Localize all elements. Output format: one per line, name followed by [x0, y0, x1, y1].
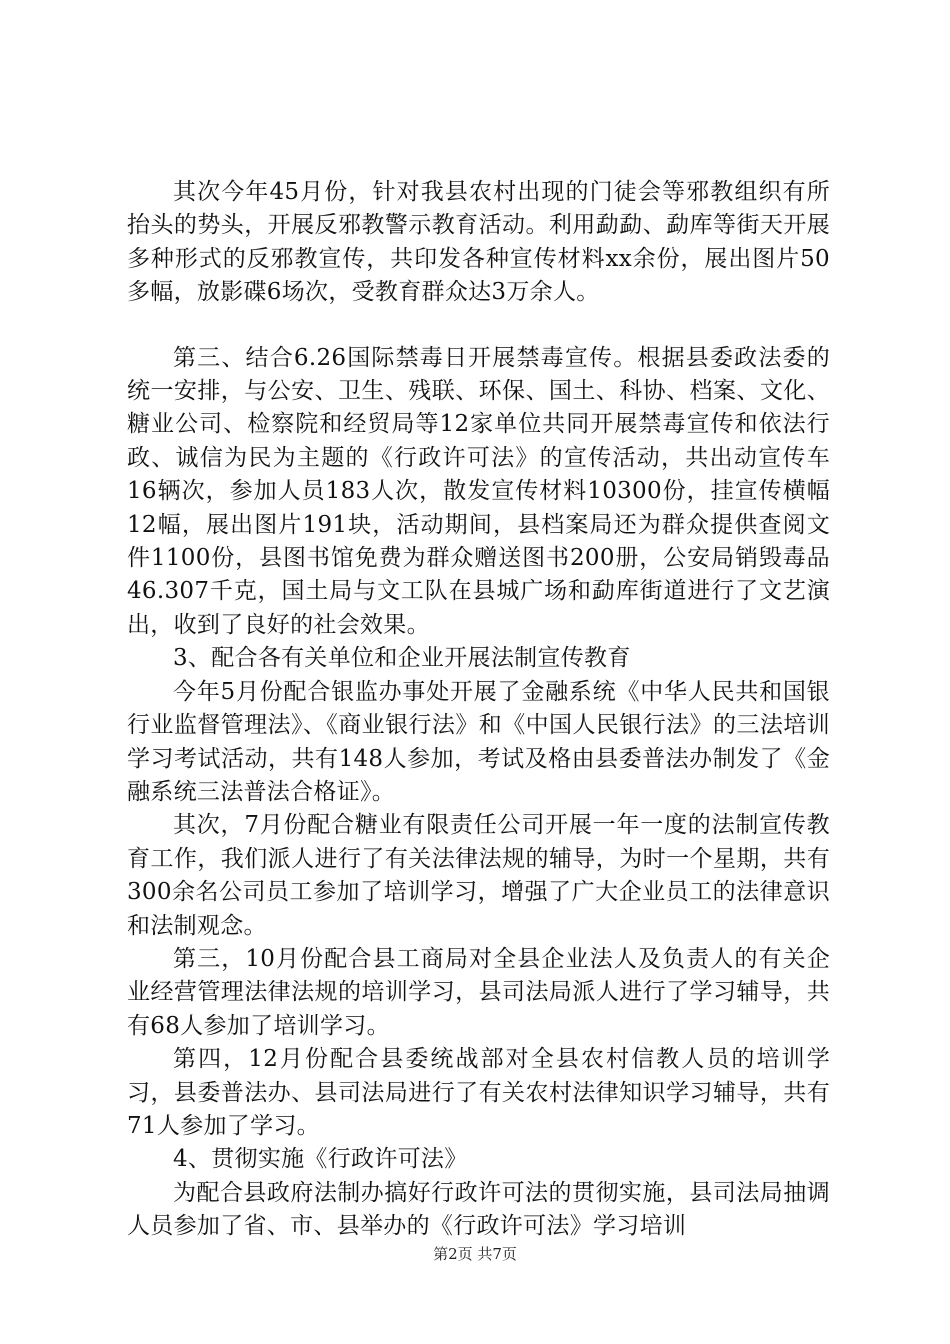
- paragraph-licensing-implementation: 为配合县政府法制办搞好行政许可法的贯彻实施，县司法局抽调人员参加了省、市、县举办的《行政许可法》学习培训: [127, 1179, 830, 1240]
- document-body: [127, 176, 830, 1244]
- paragraph-gap: [127, 310, 830, 342]
- paragraph-anti-cult-campaign: 其次今年45月份，针对我县农村出现的门徒会等邪教组织有所抬头的势头，开展反邪教警示教育活动。利用勐勐、勐库等街天开展多种形式的反邪教宣传，共印发各种宣传材料xx余份，展出图片50多幅，放影碟6场次，受教育群众达3万余人。: [127, 179, 830, 306]
- section-heading-administrative-licensing: 4、贯彻实施《行政许可法》: [173, 1146, 468, 1173]
- page-number-footer: 第2页 共7页: [433, 1245, 517, 1263]
- paragraph-anti-drug-campaign: 第三、结合6.26国际禁毒日开展禁毒宣传。根据县委政法委的统一安排，与公安、卫生、残联、环保、国土、科协、档案、文化、糖业公司、检察院和经贸局等12家单位共同开展禁毒宣传和依法行政、诚信为民为主题的《行政许可法》的宣传活动，共出动宣传车16辆次，参加人员183人次，散发宣传材料10300份，挂宣传横幅12幅，展出图片191块，活动期间，县档案局还为群众提供查阅文件1100份，县图书馆免费为群众赠送图书200册，公安局销毁毒品46.307千克，国土局与文工队在县城广场和勐库街道进行了文艺演出，收到了良好的社会效果。: [127, 344, 830, 638]
- paragraph-banking-training: 今年5月份配合银监办事处开展了金融系统《中华人民共和国银行业监督管理法》、《商业银行法》和《中国人民银行法》的三法培训学习考试活动，共有148人参加，考试及格由县委普法办制发了《金融系统三法普法合格证》。: [127, 678, 830, 805]
- paragraph-business-bureau-training: 第三，10月份配合县工商局对全县企业法人及负责人的有关企业经营管理法律法规的培训学习，县司法局派人进行了学习辅导，共有68人参加了培训学习。: [127, 945, 830, 1039]
- section-heading-enterprise-education: 3、配合各有关单位和企业开展法制宣传教育: [173, 645, 631, 672]
- paragraph-sugar-company-training: 其次，7月份配合糖业有限责任公司开展一年一度的法制宣传教育工作，我们派人进行了有关法律法规的辅导，为时一个星期，共有300余名公司员工参加了培训学习，增强了广大企业员工的法律意识和法制观念。: [127, 812, 830, 939]
- paragraph-united-front-training: 第四，12月份配合县委统战部对全县农村信教人员的培训学习，县委普法办、县司法局进行了有关农村法律知识学习辅导，共有71人参加了学习。: [127, 1046, 830, 1139]
